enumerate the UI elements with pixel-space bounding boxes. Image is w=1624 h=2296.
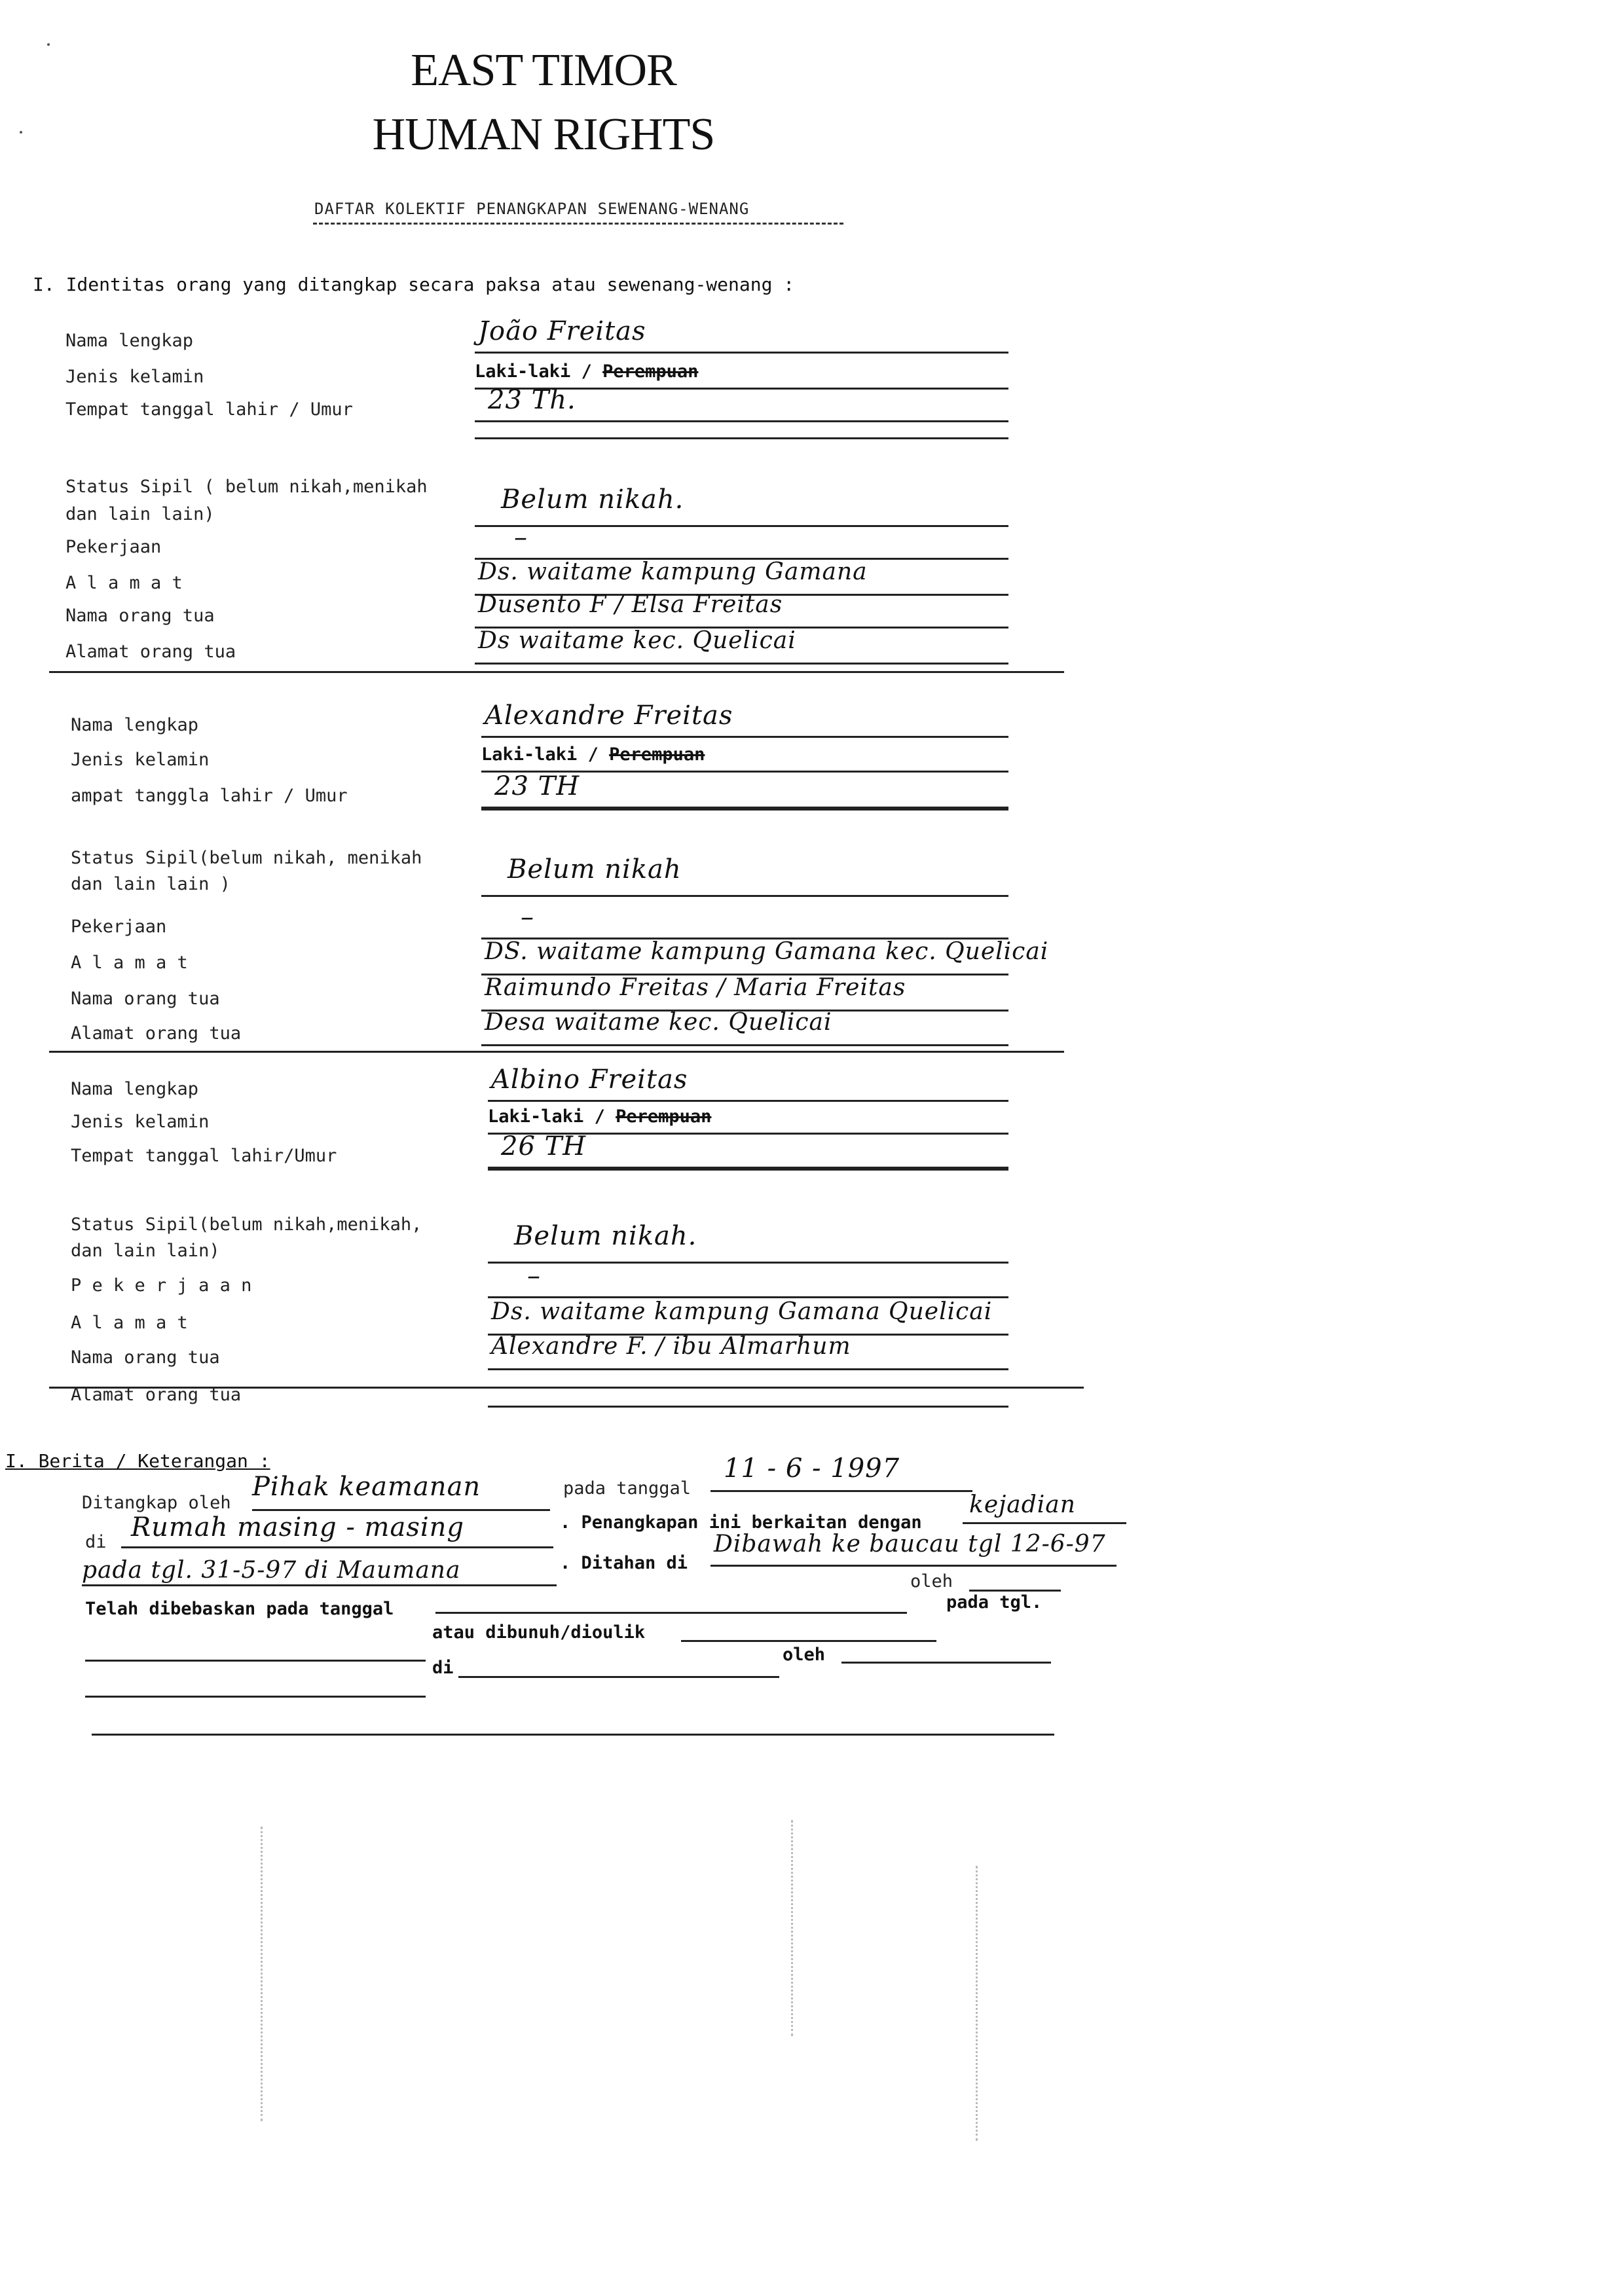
pada-tanggal-label: pada tanggal <box>563 1478 692 1499</box>
value-jenis-sep: / <box>577 744 610 765</box>
label-pekerjaan: Pekerjaan <box>71 917 167 937</box>
value-nama: João Freitas <box>478 316 646 346</box>
ditangkap-oleh-value: Pihak keamanan <box>252 1472 481 1502</box>
value-ortu: Dusento F / Elsa Freitas <box>478 591 783 618</box>
berkaitan-line <box>963 1522 1126 1524</box>
value-alamat-ortu: Desa waitame kec. Quelicai <box>485 1009 832 1036</box>
ditahan-line <box>710 1565 1116 1567</box>
value-status: Belum nikah. <box>514 1221 697 1251</box>
dibunuh-label: atau dibunuh/dioulik <box>432 1622 646 1643</box>
header-line2: HUMAN RIGHTS <box>372 109 715 160</box>
field-line-blank <box>481 809 1008 811</box>
blank-line-3 <box>92 1734 1054 1736</box>
label-pekerjaan: P e k e r j a a n <box>71 1275 252 1296</box>
value-alamat: Ds. waitame kampung Gamana Quelicai <box>491 1298 993 1325</box>
scan-artifact <box>976 1866 980 2141</box>
value-jenis-laki: Laki-laki <box>481 744 578 765</box>
label-nama: Nama lengkap <box>71 1079 199 1099</box>
value-umur: 26 TH <box>501 1131 587 1161</box>
value-jenis-perempuan-struck: Perempuan <box>616 1106 712 1127</box>
value-jenis-laki: Laki-laki <box>475 361 571 382</box>
value-jenis-laki: Laki-laki <box>488 1106 584 1127</box>
label-alamat_ortu: Alamat orang tua <box>65 642 236 662</box>
value-alamat: DS. waitame kampung Gamana kec. Quelicai <box>485 938 1049 965</box>
field-line <box>488 1368 1008 1370</box>
value-jenis-sep: / <box>570 361 603 382</box>
value-jenis-kelamin <box>475 361 698 382</box>
dibebaskan-line <box>435 1612 907 1614</box>
field-line <box>481 736 1008 738</box>
value-alamat-ortu: Ds waitame kec. Quelicai <box>478 627 796 654</box>
scan-speck <box>20 131 22 134</box>
ditangkap-oleh-label: Ditangkap oleh <box>82 1493 231 1513</box>
label-nama: Nama lengkap <box>65 331 194 351</box>
field-line <box>481 1044 1008 1046</box>
blank-line-2 <box>85 1696 426 1698</box>
berkaitan-label: . Penangkapan ini berkaitan dengan <box>560 1512 922 1533</box>
section-1-heading: I. Identitas orang yang ditangkap secara paksa atau sewenang-wenang : <box>33 274 795 295</box>
label-status2: dan lain lain ) <box>71 874 231 894</box>
value-pekerjaan: – <box>527 1261 541 1291</box>
pada-tgl-label: pada tgl. <box>946 1592 1043 1613</box>
oleh-line <box>969 1590 1061 1592</box>
person-separator <box>49 1387 1084 1389</box>
blank-line-1 <box>85 1660 426 1662</box>
ditangkap-oleh-line <box>252 1509 550 1511</box>
value-status: Belum nikah. <box>501 484 684 515</box>
di2-line <box>458 1676 779 1678</box>
di2-label: di <box>432 1658 454 1678</box>
label-alamat: A l a m a t <box>71 953 188 973</box>
label-tempat: Tempat tanggal lahir / Umur <box>65 399 353 420</box>
label-status1: Status Sipil ( belum nikah,menikah <box>65 477 428 497</box>
label-pekerjaan: Pekerjaan <box>65 537 162 557</box>
field-line-blank <box>475 437 1008 439</box>
value-umur: 23 TH <box>494 771 580 801</box>
di-line <box>121 1546 553 1548</box>
value-pekerjaan: – <box>521 902 534 932</box>
value-jenis-sep: / <box>583 1106 616 1127</box>
di-label: di <box>85 1532 107 1552</box>
header-line1: EAST TIMOR <box>411 45 676 96</box>
value-jenis-kelamin <box>481 744 705 765</box>
field-line <box>488 1406 1008 1408</box>
value-jenis-perempuan-struck: Perempuan <box>602 361 699 382</box>
value-ortu: Raimundo Freitas / Maria Freitas <box>485 974 906 1001</box>
value-jenis-kelamin <box>488 1106 711 1127</box>
value-nama: Albino Freitas <box>491 1065 688 1095</box>
oleh2-label: oleh <box>783 1645 826 1665</box>
label-status1: Status Sipil(belum nikah, menikah <box>71 848 422 868</box>
berkaitan-value: kejadian <box>969 1491 1076 1518</box>
ditahan-label: . Ditahan di <box>560 1553 688 1573</box>
pada-tanggal-value: 11 - 6 - 1997 <box>724 1453 900 1484</box>
label-jenis: Jenis kelamin <box>71 750 210 770</box>
field-line <box>488 1262 1008 1264</box>
dibebaskan-label: Telah dibebaskan pada tanggal <box>85 1599 394 1619</box>
value-pekerjaan: – <box>514 522 528 553</box>
label-ortu: Nama orang tua <box>71 1347 220 1368</box>
scan-speck <box>47 43 50 46</box>
pada-tanggal-line <box>710 1490 972 1492</box>
value-ortu: Alexandre F. / ibu Almarhum <box>491 1333 851 1360</box>
label-ortu: Nama orang tua <box>71 989 220 1009</box>
line3-line <box>82 1584 557 1586</box>
label-jenis: Jenis kelamin <box>71 1112 210 1132</box>
oleh-label: oleh <box>910 1571 953 1592</box>
value-status: Belum nikah <box>507 854 682 884</box>
label-tempat: ampat tanggla lahir / Umur <box>71 786 348 806</box>
ditahan-value: Dibawah ke baucau tgl 12-6-97 <box>714 1531 1106 1558</box>
label-tempat: Tempat tanggal lahir/Umur <box>71 1146 337 1166</box>
field-line <box>475 525 1008 527</box>
value-alamat: Ds. waitame kampung Gamana <box>478 558 868 585</box>
line3-value: pada tgl. 31-5-97 di Maumana <box>82 1557 461 1584</box>
person-separator <box>49 1051 1064 1053</box>
scan-artifact <box>791 1820 795 2036</box>
field-line <box>475 420 1008 422</box>
field-line <box>488 1100 1008 1102</box>
document-title: DAFTAR KOLEKTIF PENANGKAPAN SEWENANG-WENANG <box>314 200 750 218</box>
label-alamat_ortu: Alamat orang tua <box>71 1385 242 1405</box>
field-line <box>481 895 1008 897</box>
label-nama: Nama lengkap <box>71 715 199 735</box>
label-alamat: A l a m a t <box>65 573 183 593</box>
label-alamat_ortu: Alamat orang tua <box>71 1023 242 1044</box>
value-nama: Alexandre Freitas <box>485 701 733 731</box>
oleh2-line <box>841 1662 1051 1664</box>
value-jenis-perempuan-struck: Perempuan <box>609 744 705 765</box>
field-line-blank <box>488 1169 1008 1171</box>
label-alamat: A l a m a t <box>71 1313 188 1333</box>
label-status2: dan lain lain) <box>71 1241 220 1261</box>
value-umur: 23 Th. <box>488 385 576 415</box>
dibunuh-line <box>681 1640 936 1642</box>
field-line <box>475 352 1008 354</box>
section-2-heading: I. Berita / Keterangan : <box>5 1450 270 1472</box>
field-line <box>475 663 1008 665</box>
title-underline <box>313 223 843 225</box>
label-status1: Status Sipil(belum nikah,menikah, <box>71 1214 422 1235</box>
scan-artifact <box>261 1827 265 2121</box>
di-value: Rumah masing - masing <box>131 1512 465 1542</box>
label-ortu: Nama orang tua <box>65 606 215 626</box>
label-status2: dan lain lain) <box>65 504 215 524</box>
label-jenis: Jenis kelamin <box>65 367 204 387</box>
person-separator <box>49 671 1064 673</box>
